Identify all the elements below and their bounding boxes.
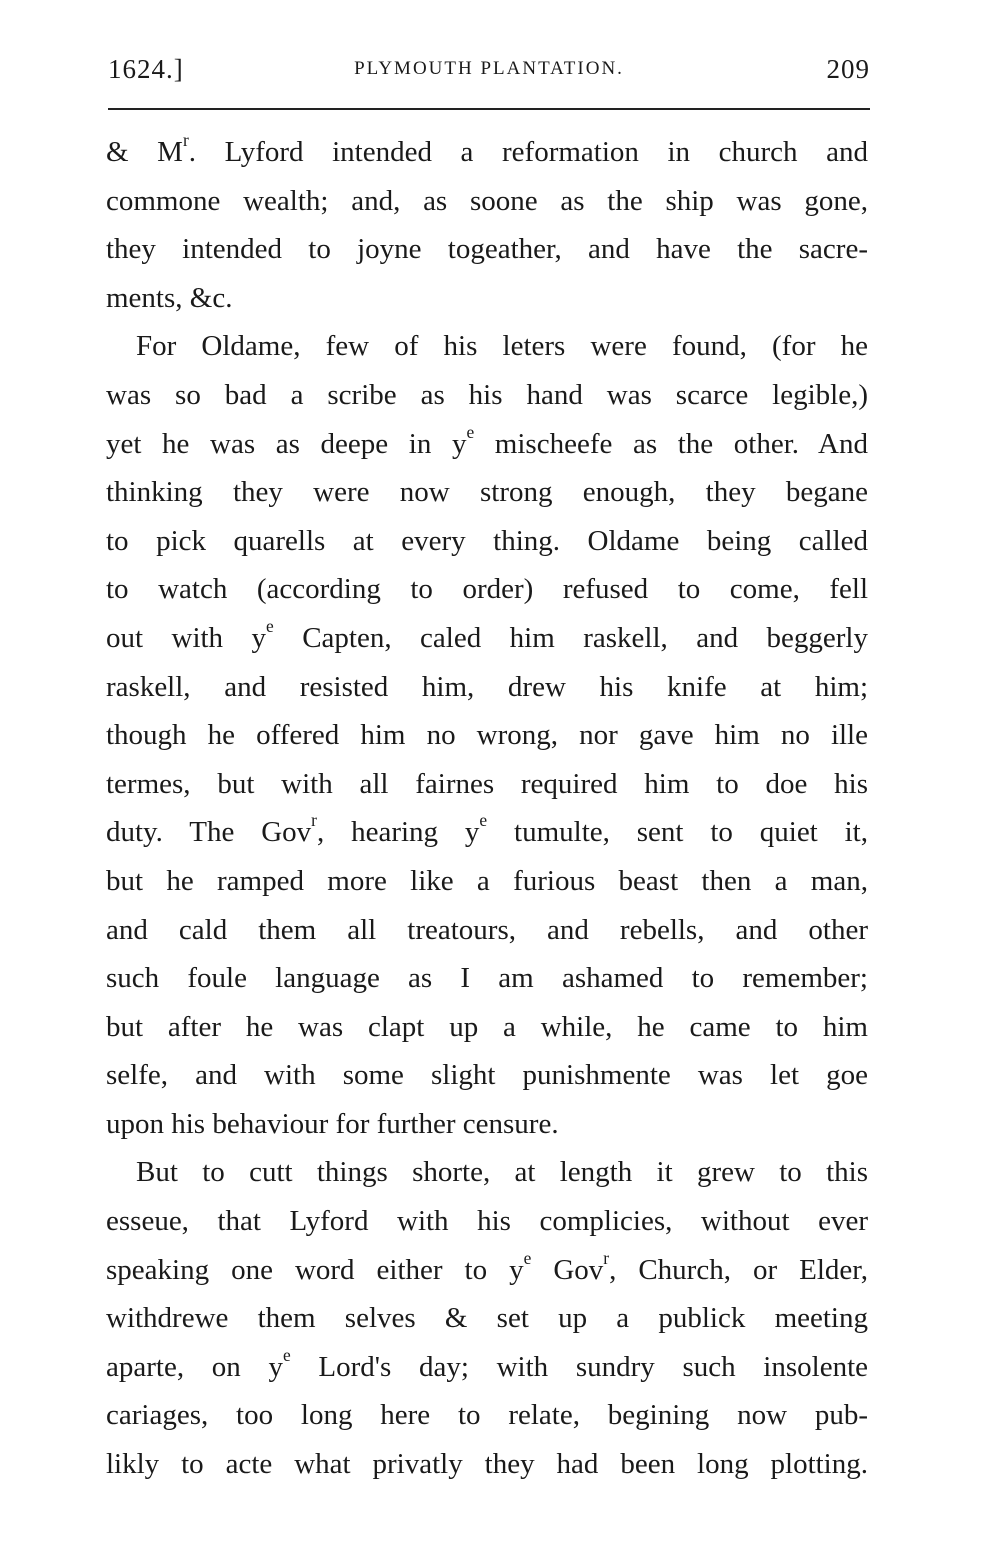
text-run: esseue, that Lyford with his complicies, without ever bbox=[106, 1205, 868, 1238]
superscript: e bbox=[466, 421, 475, 442]
text-run: to watch (according to order) refused to come, fell bbox=[106, 573, 868, 606]
text-line bbox=[106, 128, 868, 177]
text-run: yet he was as deepe in y bbox=[106, 427, 467, 460]
text-run: Gov bbox=[531, 1253, 604, 1286]
text-run: Capten, caled him raskell, and beggerly bbox=[273, 621, 868, 654]
text-run: to pick quarells at every thing. Oldame being called bbox=[106, 524, 868, 557]
text-run: selfe, and with some slight punishmente was let goe bbox=[106, 1059, 868, 1092]
text-line bbox=[106, 1391, 868, 1440]
text-line bbox=[106, 663, 868, 712]
text-line bbox=[106, 760, 868, 809]
header-rule bbox=[108, 108, 870, 110]
text-line bbox=[106, 1100, 868, 1149]
body-text bbox=[106, 128, 868, 1489]
text-run: For Oldame, few of his leters were found, (for he bbox=[136, 330, 868, 363]
text-run: duty. The Gov bbox=[106, 816, 312, 849]
text-run: , hearing y bbox=[316, 816, 480, 849]
superscript: e bbox=[479, 810, 488, 831]
text-run: , Church, or Elder, bbox=[609, 1253, 868, 1286]
text-run: mischeefe as the other. And bbox=[474, 427, 868, 460]
text-line bbox=[106, 711, 868, 760]
text-line bbox=[106, 1440, 868, 1489]
text-line bbox=[106, 808, 868, 857]
text-line bbox=[106, 906, 868, 955]
text-run: tumulte, sent to quiet it, bbox=[487, 816, 868, 849]
text-line bbox=[106, 468, 868, 517]
text-line bbox=[106, 954, 868, 1003]
text-line bbox=[106, 517, 868, 566]
text-line bbox=[106, 1197, 868, 1246]
text-line bbox=[106, 1246, 868, 1295]
text-line bbox=[106, 1294, 868, 1343]
text-line bbox=[106, 177, 868, 226]
text-run: Lord's day; with sundry such insolente bbox=[290, 1350, 868, 1383]
text-run: thinking they were now strong enough, they begane bbox=[106, 476, 868, 509]
text-line bbox=[106, 1343, 868, 1392]
text-line bbox=[106, 322, 868, 371]
text-line bbox=[106, 225, 868, 274]
text-run: such foule language as I am ashamed to remember; bbox=[106, 962, 868, 995]
superscript: e bbox=[266, 616, 274, 637]
text-run: was so bad a scribe as his hand was scarce legible,) bbox=[106, 378, 868, 411]
text-run: likly to acte what privatly they had been long plotting. bbox=[106, 1448, 868, 1481]
superscript: e bbox=[282, 1345, 291, 1366]
page-number: 209 bbox=[826, 54, 870, 84]
text-run: and cald them all treatours, and rebells, and other bbox=[106, 913, 868, 946]
text-line bbox=[106, 371, 868, 420]
text-run: out with y bbox=[106, 621, 267, 654]
text-run: termes, but with all fairnes required him to doe his bbox=[106, 767, 868, 800]
text-line bbox=[106, 1148, 868, 1197]
text-run: upon his behaviour for further censure. bbox=[106, 1107, 559, 1140]
header-year: 1624.] bbox=[108, 54, 184, 84]
text-line bbox=[106, 274, 868, 323]
text-line bbox=[106, 1003, 868, 1052]
text-line bbox=[106, 1051, 868, 1100]
text-run: but after he was clapt up a while, he came to him bbox=[106, 1010, 868, 1043]
superscript: r bbox=[182, 130, 189, 151]
text-run: withdrewe them selves & set up a publick meeting bbox=[106, 1302, 868, 1335]
text-line bbox=[106, 614, 868, 663]
superscript: e bbox=[523, 1247, 532, 1268]
text-run: . Lyford intended a reformation in church and bbox=[188, 136, 868, 168]
text-run: & M bbox=[106, 136, 183, 168]
superscript: r bbox=[603, 1247, 610, 1268]
text-run: cariages, too long here to relate, begining now pub- bbox=[106, 1399, 868, 1432]
text-line bbox=[106, 565, 868, 614]
text-run: ments, &c. bbox=[106, 281, 233, 314]
superscript: r bbox=[311, 810, 317, 831]
text-run: though he offered him no wrong, nor gave him no ille bbox=[106, 719, 868, 752]
running-head bbox=[108, 54, 870, 94]
text-run: But to cutt things shorte, at length it grew to this bbox=[136, 1156, 868, 1189]
text-run: aparte, on y bbox=[106, 1350, 283, 1383]
text-run: but he ramped more like a furious beast then a man, bbox=[106, 864, 868, 897]
text-run: speaking one word either to y bbox=[106, 1253, 524, 1286]
text-line bbox=[106, 857, 868, 906]
text-run: raskell, and resisted him, drew his knife at him; bbox=[106, 670, 868, 703]
header-title: PLYMOUTH PLANTATION. bbox=[354, 58, 624, 79]
text-run: they intended to joyne togeather, and have the sacre- bbox=[106, 233, 868, 266]
text-line bbox=[106, 420, 868, 469]
text-run: commone wealth; and, as soone as the ship was gone, bbox=[106, 184, 868, 217]
